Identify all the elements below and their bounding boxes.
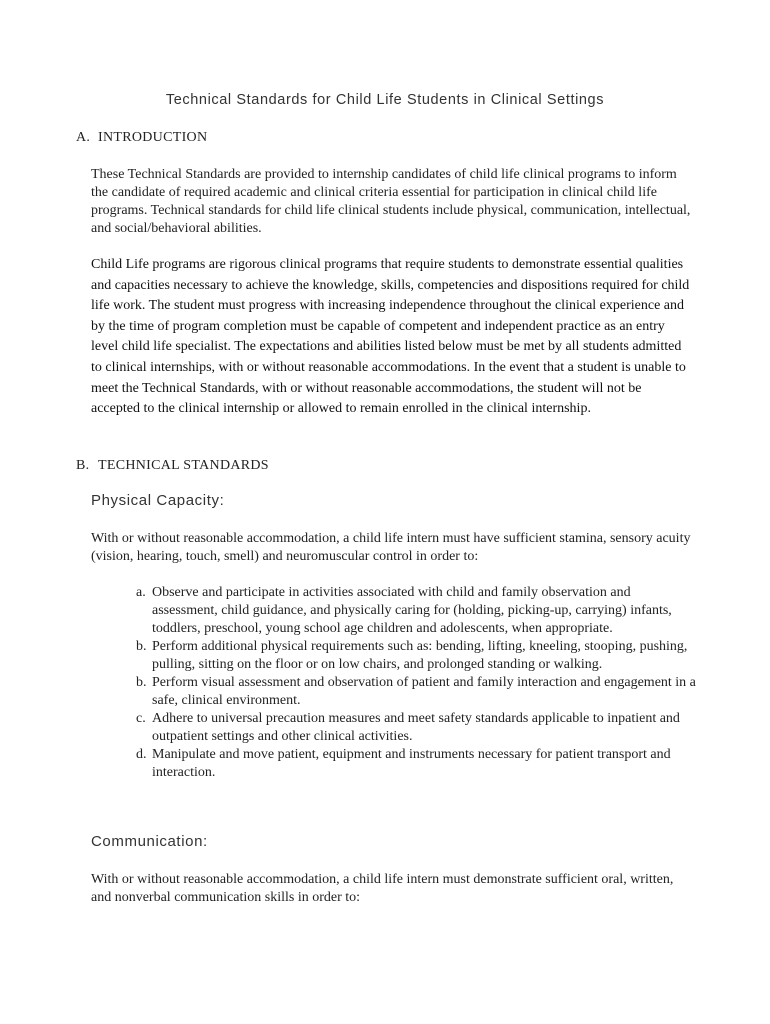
list-item: c. Adhere to universal precaution measures and meet safety standards applicable to inpatient and outpatient settings and other clinical activities. — [136, 711, 680, 744]
section-a-title: INTRODUCTION — [98, 130, 208, 145]
communication-heading: Communication: — [91, 833, 208, 850]
physical-capacity-list — [136, 584, 696, 782]
section-b-title: TECHNICAL STANDARDS — [98, 458, 269, 473]
section-b-heading — [76, 458, 269, 474]
list-item: a. Observe and participate in activities associated with child and family observation and assessment, child guidance, and physically caring for (holding, picking-up, carrying) infants, toddlers, preschool, young school age children and adolescents, when appropriate. — [136, 585, 672, 636]
intro-paragraph-2: Child Life programs are rigorous clinical programs that require students to demonstrate essential qualities and capacities necessary to achieve the knowledge, skills, competencies and dispositions required for child life work. The student must progress with increasing independence throughout the clinical experience and by the time of program completion must be capable of competent and independent practice as an entry level child life specialist. The expectations and abilities listed below must be met by all students admitted to clinical internships, with or without reasonable accommodations. In the event that a student is unable to meet the Technical Standards, with or without reasonable accommodations, the student will not be accepted to the clinical internship or allowed to remain enrolled in the clinical internship. — [91, 257, 690, 417]
physical-capacity-heading: Physical Capacity: — [91, 492, 225, 509]
section-b-letter: B. — [76, 458, 90, 473]
physical-capacity-intro: With or without reasonable accommodation, a child life intern must have sufficient stamina, sensory acuity (vision, hearing, touch, smell) and neuromuscular control in order to: — [91, 531, 691, 564]
section-a-letter: A. — [76, 130, 91, 145]
list-item: d. Manipulate and move patient, equipment and instruments necessary for patient transport and interaction. — [136, 747, 671, 780]
communication-intro: With or without reasonable accommodation, a child life intern must demonstrate sufficient oral, written, and nonverbal communication skills in order to: — [91, 872, 674, 905]
section-a-heading — [76, 130, 207, 146]
intro-paragraph-1: These Technical Standards are provided to internship candidates of child life clinical programs to inform the candidate of required academic and clinical criteria essential for participation in clinical child life programs. Technical standards for child life clinical students include physical, communication, intellectual, and social/behavioral abilities. — [91, 167, 691, 236]
list-item: b. Perform visual assessment and observation of patient and family interaction and engagement in a safe, clinical environment. — [136, 675, 696, 708]
list-item: b. Perform additional physical requirements such as: bending, lifting, kneeling, stooping, pushing, pulling, sitting on the floor or on low chairs, and prolonged standing or walking. — [136, 639, 688, 672]
document-title: Technical Standards for Child Life Students in Clinical Settings — [165, 92, 605, 108]
